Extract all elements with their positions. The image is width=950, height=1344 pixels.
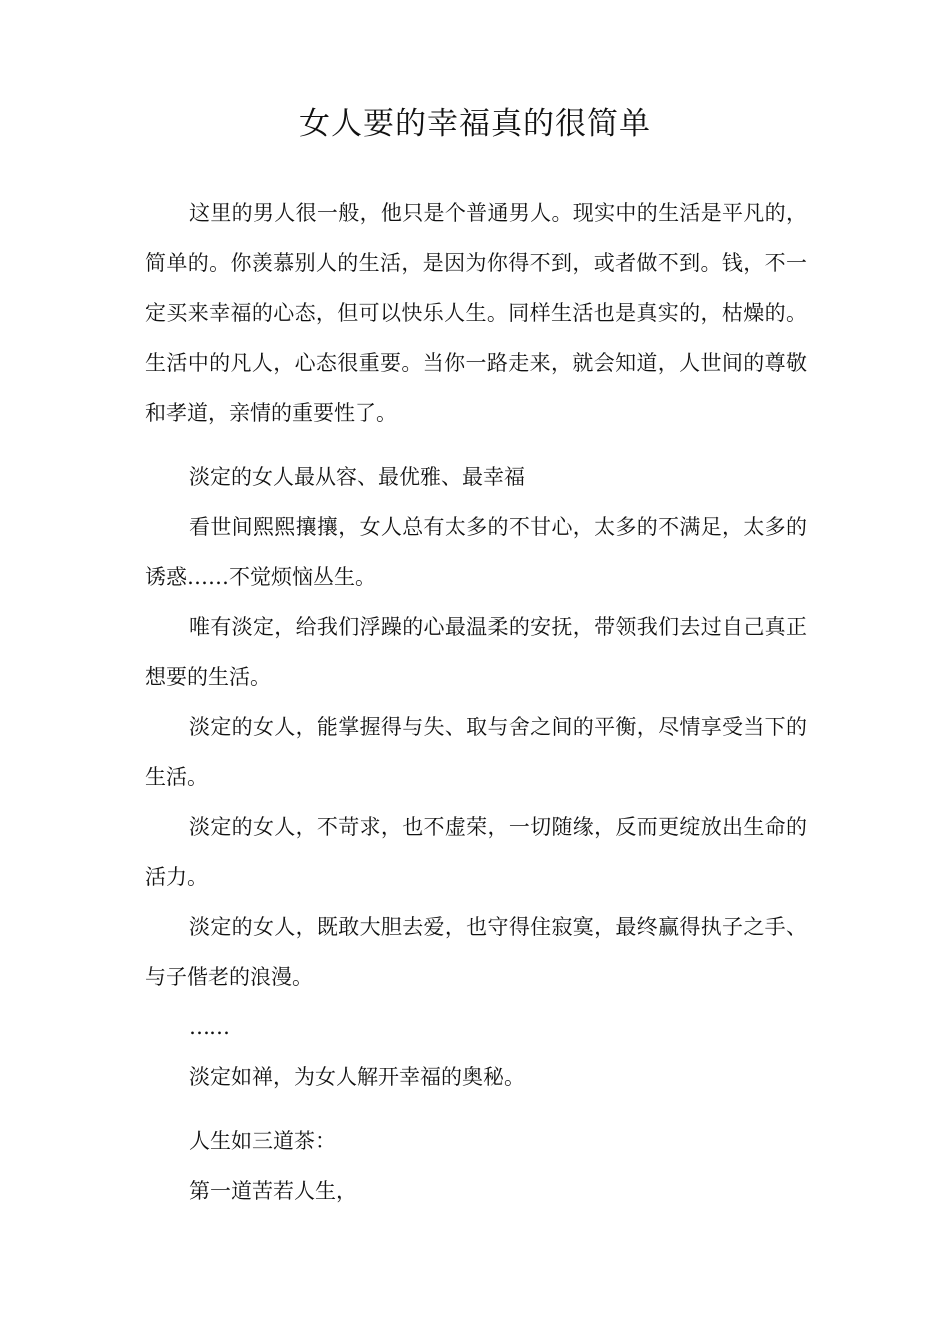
paragraph-intro: 这里的男人很一般，他只是个普通男人。现实中的生活是平凡的，简单的。你羡慕别人的生活，是因为你得不到，或者做不到。钱，不一定买来幸福的心态，但可以快乐人生。同样生活也是真实的，枯燥的。生活中的凡人，心态很重要。当你一路走来，就会知道，人世间的尊敬和孝道，亲情的重要性了。 [145,201,807,425]
paragraph: 唯有淡定，给我们浮躁的心最温柔的安抚，带领我们去过自己真正想要的生活。 [145,615,807,689]
paragraph-subheading: 淡定的女人最从容、最优雅、最幸福 [189,465,525,489]
paragraph: 淡定的女人，能掌握得与失、取与舍之间的平衡，尽情享受当下的生活。 [145,715,807,789]
paragraph: 淡定的女人，既敢大胆去爱，也守得住寂寞，最终赢得执子之手、与子偕老的浪漫。 [145,915,807,989]
paragraph: 人生如三道茶： [189,1129,336,1153]
paragraph-ellipsis: …… [189,1015,229,1039]
document-title: 女人要的幸福真的很简单 [299,106,651,142]
paragraph: 淡定如禅，为女人解开幸福的奥秘。 [189,1065,525,1089]
document-body [145,188,807,1216]
paragraph: 第一道苦若人生， [189,1179,357,1203]
paragraph: 淡定的女人，不苛求，也不虚荣，一切随缘，反而更绽放出生命的活力。 [145,815,807,889]
paragraph-gap [145,438,807,452]
paragraph: 看世间熙熙攘攘，女人总有太多的不甘心，太多的不满足，太多的诱惑……不觉烦恼丛生。 [145,515,807,589]
paragraph-gap [145,1102,807,1116]
